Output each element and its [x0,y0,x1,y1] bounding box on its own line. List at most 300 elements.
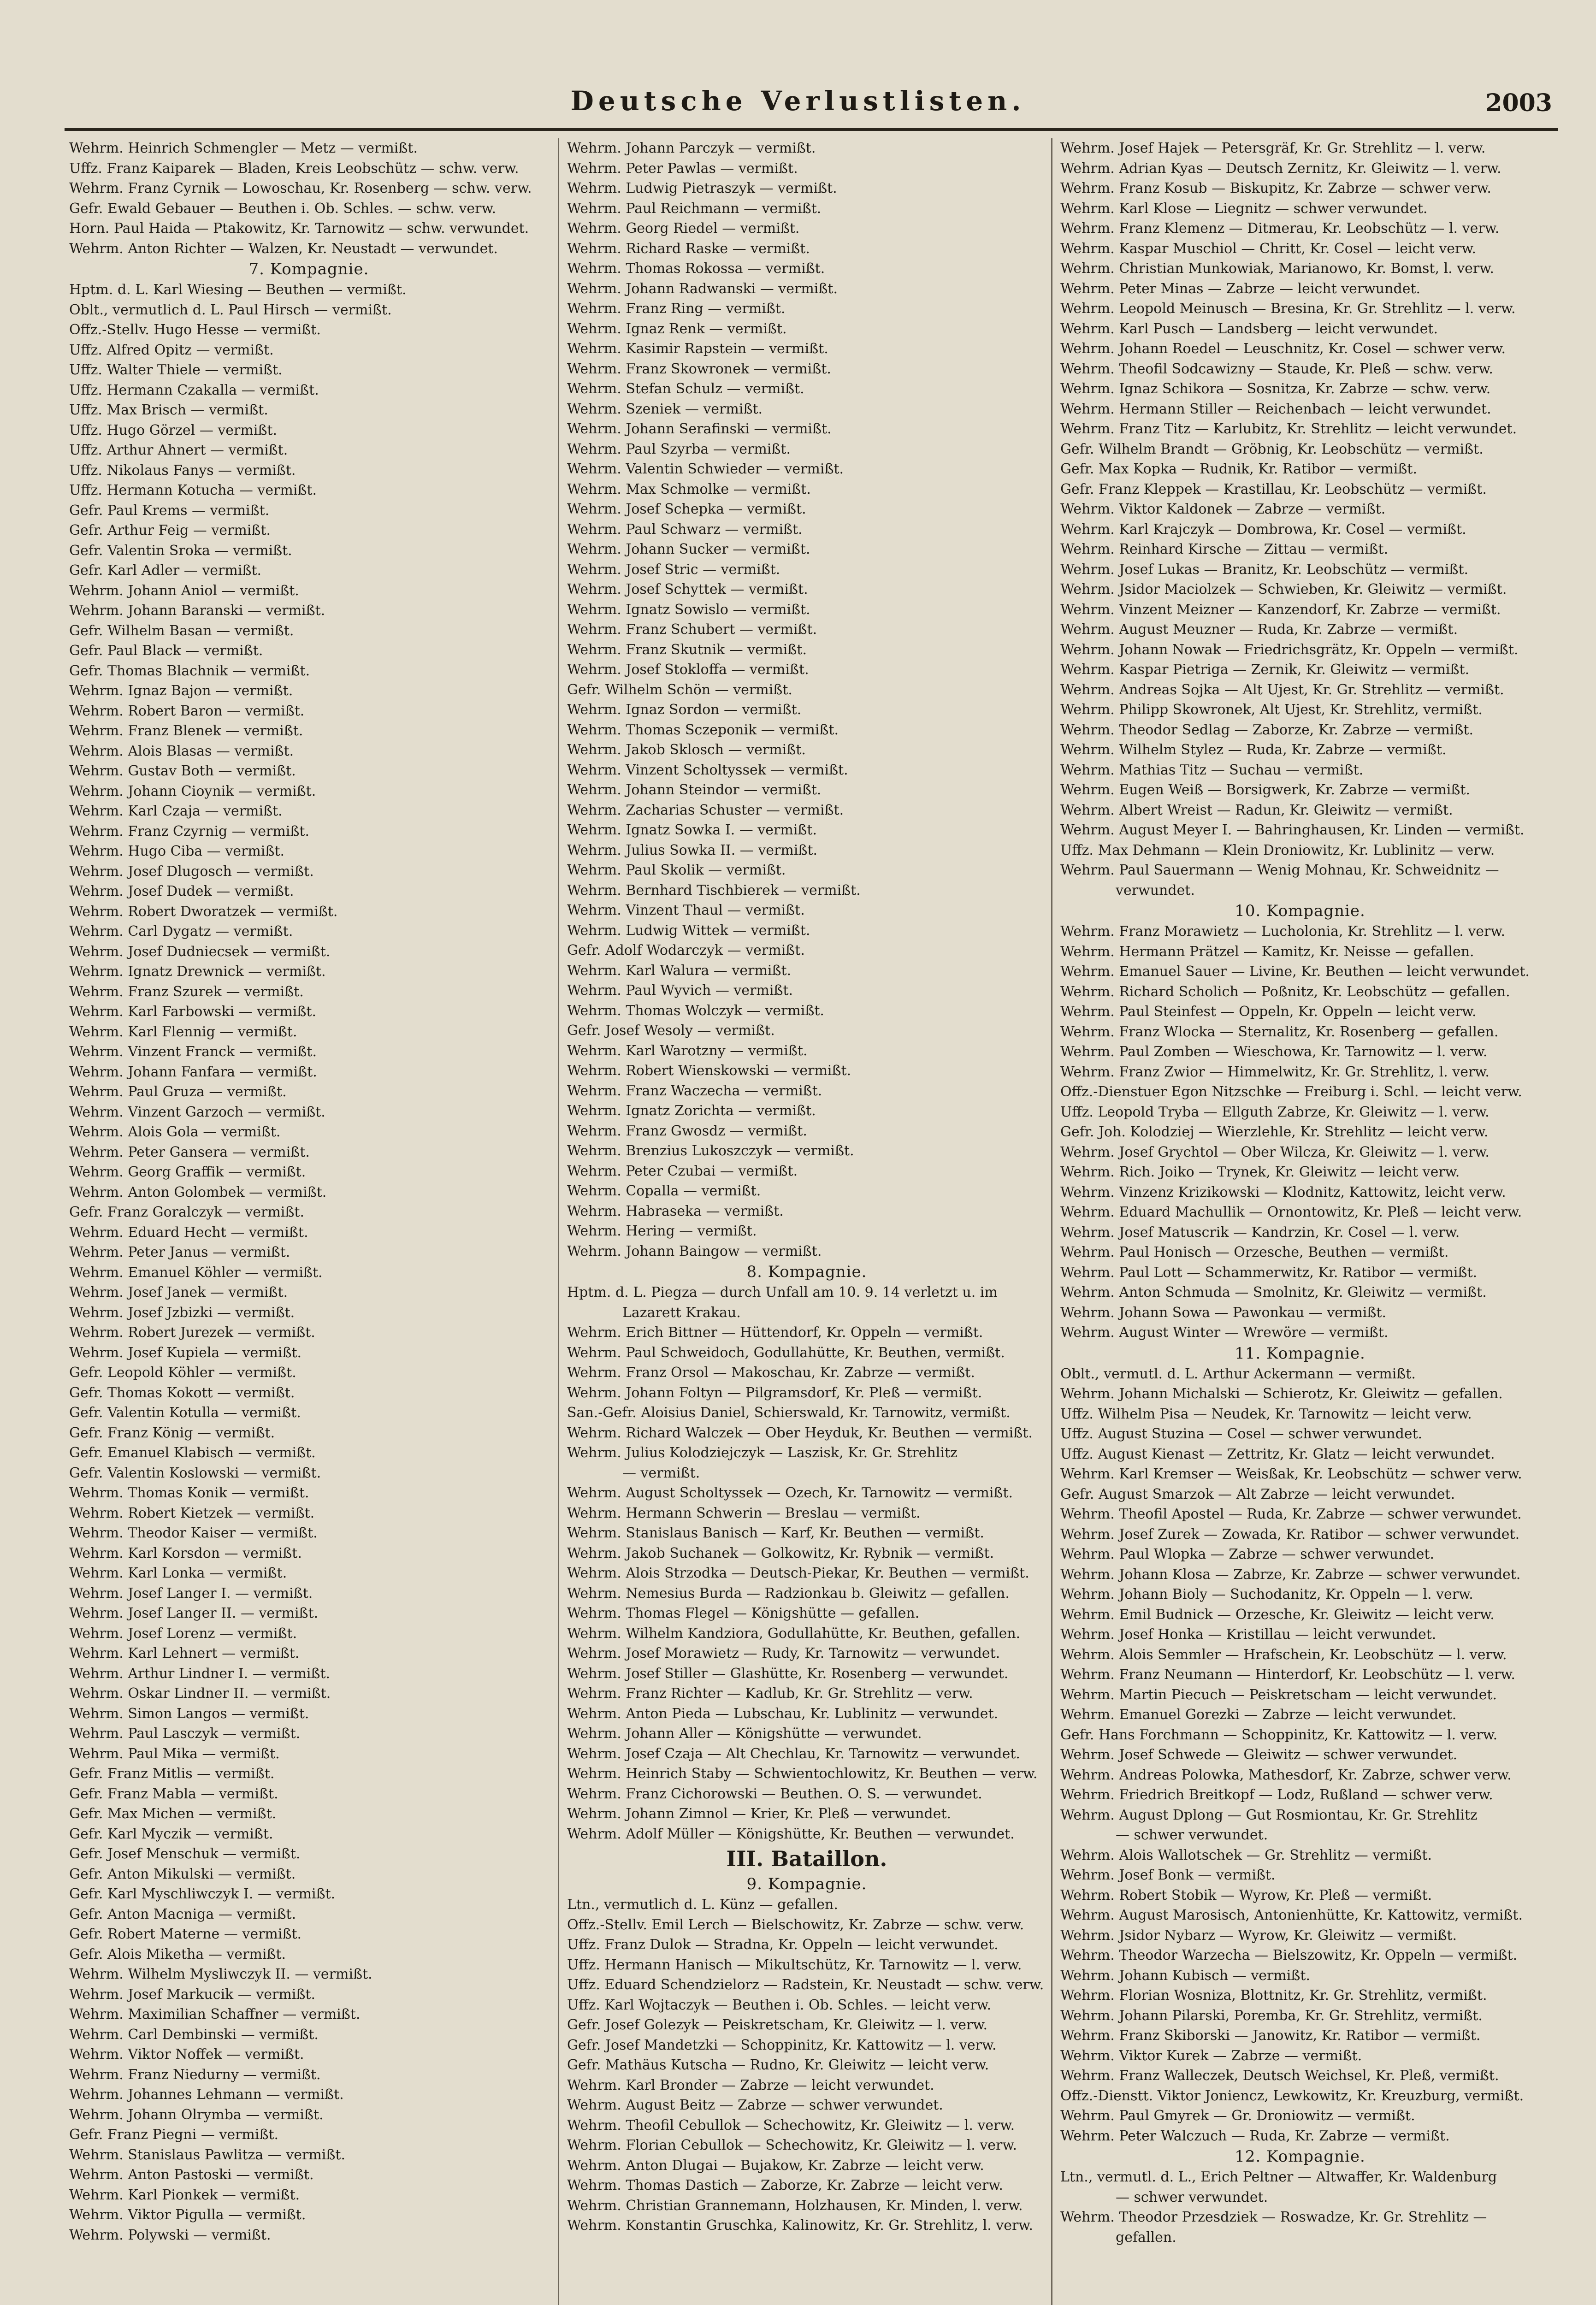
casualty-entry: Wehrm. Hermann Schwerin — Breslau — vermißt. [567,1505,921,1521]
casualty-entry: Wehrm. Rich. Joiko — Trynek, Kr. Gleiwitz — leicht verw. [1060,1164,1460,1180]
casualty-entry: Uffz. Hermann Czakalla — vermißt. [69,382,319,398]
casualty-entry: Wehrm. Erich Bittner — Hüttendorf, Kr. Oppeln — vermißt. [567,1324,983,1341]
casualty-entry: Wehrm. Karl Klose — Liegnitz — schwer verwundet. [1060,200,1428,217]
casualty-entry: Wehrm. Anton Dlugai — Bujakow, Kr. Zabrze — leicht verw. [567,2157,984,2174]
casualty-entry: Wehrm. Thomas Dastich — Zaborze, Kr. Zabrze — leicht verw. [567,2177,1003,2193]
casualty-entry: Gefr. Wilhelm Basan — vermißt. [69,622,294,639]
casualty-entry: Wehrm. Josef Honka — Kristillau — leicht verwundet. [1060,1626,1436,1643]
casualty-entry: Wehrm. Carl Dygatz — vermißt. [69,923,293,940]
casualty-entry: Hptm. d. L. Karl Wiesing — Beuthen — vermißt. [69,282,407,298]
casualty-entry: Wehrm. Andreas Polowka, Mathesdorf, Kr. Zabrze, schwer verw. [1060,1767,1512,1783]
casualty-entry: Wehrm. Josef Markucik — vermißt. [69,1986,316,2003]
casualty-entry: Gefr. Josef Wesoly — vermißt. [567,1022,775,1039]
casualty-entry: Wehrm. Karl Krajczyk — Dombrowa, Kr. Cosel — vermißt. [1060,521,1466,538]
casualty-entry: Gefr. Max Michen — vermißt. [69,1806,277,1822]
casualty-entry: Wehrm. August Meuzner — Ruda, Kr. Zabrze — vermißt. [1060,621,1458,638]
casualty-entry: Wehrm. Reinhard Kirsche — Zittau — vermißt. [1060,541,1389,557]
casualty-entry: Wehrm. Ignatz Zorichta — vermißt. [567,1103,816,1119]
casualty-entry: Wehrm. Peter Janus — vermißt. [69,1244,290,1260]
casualty-entry: Wehrm. Karl Warotzny — vermißt. [567,1042,808,1059]
casualty-entry: Wehrm. Johann Zimnol — Krier, Kr. Pleß — verwundet. [567,1806,952,1822]
casualty-entry: Wehrm. Oskar Lindner II. — vermißt. [69,1685,331,1702]
casualty-entry: Wehrm. Eugen Weiß — Borsigwerk, Kr. Zabrze — vermißt. [1060,782,1471,798]
casualty-entry: Wehrm. Jsidor Maciolzek — Schwieben, Kr. Gleiwitz — vermißt. [1060,581,1507,597]
casualty-entry: Wehrm. Leopold Meinusch — Bresina, Kr. Gr. Strehlitz — l. verw. [1060,301,1516,317]
casualty-entry: Wehrm. Paul Reichmann — vermißt. [567,200,822,217]
casualty-entry: Wehrm. Anton Pieda — Lubschau, Kr. Lublinitz — verwundet. [567,1705,999,1722]
casualty-entry: Uffz. Leopold Tryba — Ellguth Zabrze, Kr. Gleiwitz — l. verw. [1060,1104,1490,1120]
casualty-entry: Wehrm. Franz Czyrnig — vermißt. [69,823,309,839]
casualty-entry: Offz.-Stellv. Emil Lerch — Bielschowitz, Kr. Zabrze — schw. verw. [567,1916,1024,1933]
casualty-entry: Gefr. Franz Goralczyk — vermißt. [69,1204,305,1220]
casualty-entry: Wehrm. Thomas Flegel — Königshütte — gefallen. [567,1605,920,1621]
casualty-entry: Wehrm. Johann Radwanski — vermißt. [567,280,838,297]
casualty-entry: Wehrm. Hugo Ciba — vermißt. [69,843,285,859]
casualty-entry: Gefr. Emanuel Klabisch — vermißt. [69,1445,316,1461]
casualty-entry: Wehrm. Franz Schubert — vermißt. [567,621,817,638]
casualty-entry: Wehrm. Vinzent Franck — vermißt. [69,1044,317,1060]
casualty-entry: Wehrm. Paul Gmyrek — Gr. Droniowitz — vermißt. [1060,2108,1415,2124]
casualty-entry: Gefr. Paul Krems — vermißt. [69,502,270,519]
casualty-entry: Wehrm. August Meyer I. — Bahringhausen, Kr. Linden — vermißt. [1060,822,1525,838]
casualty-entry: Uffz. Max Brisch — vermißt. [69,402,268,418]
casualty-entry: Gefr. Franz Mitlis — vermißt. [69,1766,275,1782]
casualty-entry: Wehrm. Ignaz Renk — vermißt. [567,320,787,337]
casualty-entry: Wehrm. Anton Schmuda — Smolnitz, Kr. Gleiwitz — vermißt. [1060,1284,1487,1300]
casualty-entry: Wehrm. Paul Gruza — vermißt. [69,1084,287,1100]
company-heading: 11. Kompagnie. [1235,1344,1365,1363]
casualty-entry: Wehrm. Franz Klemenz — Ditmerau, Kr. Leobschütz — l. verw. [1060,220,1500,236]
company-heading: 10. Kompagnie. [1235,902,1365,920]
casualty-entry: Wehrm. Josef Dlugosch — vermißt. [69,863,314,880]
casualty-entry: Wehrm. Josef Langer II. — vermißt. [69,1605,319,1621]
casualty-entry: Offz.-Dienstuer Egon Nitzschke — Freiburg i. Schl. — leicht verw. [1060,1084,1522,1100]
casualty-entry: Wehrm. Paul Lott — Schammerwitz, Kr. Ratibor — vermißt. [1060,1264,1478,1281]
casualty-entry: Wehrm. Karl Flennig — vermißt. [69,1023,297,1040]
casualty-entry: Wehrm. Thomas Sczeponik — vermißt. [567,721,839,738]
casualty-entry: Wehrm. Franz Orsol — Makoschau, Kr. Zabrze — vermißt. [567,1365,975,1381]
casualty-entry: Wehrm. Alois Blasas — vermißt. [69,743,294,759]
casualty-entry: Wehrm. Heinrich Staby — Schwientochlowitz, Kr. Beuthen — verw. [567,1766,1038,1782]
casualty-entry: Wehrm. Ludwig Wittek — vermißt. [567,922,810,939]
casualty-entry: Gefr. Karl Myschliwczyk I. — vermißt. [69,1886,336,1902]
casualty-entry: Uffz. Franz Kaiparek — Bladen, Kreis Leobschütz — schw. verw. [69,160,519,177]
casualty-entry: Wehrm. August Winter — Wrewöre — vermißt. [1060,1324,1389,1341]
casualty-entry: Wehrm. Josef Schwede — Gleiwitz — schwer verwundet. [1060,1747,1458,1763]
casualty-entry: Wehrm. Josef Schyttek — vermißt. [567,581,808,597]
casualty-entry: Wehrm. Gustav Both — vermißt. [69,763,296,779]
casualty-entry: Wehrm. Franz Skutnik — vermißt. [567,641,807,658]
casualty-entry: Wehrm. Jsidor Nybarz — Wyrow, Kr. Gleiwitz — vermißt. [1060,1927,1457,1944]
casualty-entry: Wehrm. Johann Foltyn — Pilgramsdorf, Kr. Pleß — vermißt. [567,1384,982,1401]
casualty-entry: Wehrm. Josef Kupiela — vermißt. [69,1344,302,1361]
casualty-entry: Wehrm. Peter Minas — Zabrze — leicht verwundet. [1060,280,1421,297]
casualty-entry-continuation: gefallen. [1116,2229,1176,2246]
casualty-entry: Wehrm. Johann Sucker — vermißt. [567,541,810,557]
casualty-entry: Wehrm. Josef Langer I. — vermißt. [69,1585,313,1602]
casualty-entry: Wehrm. Georg Riedel — vermißt. [567,220,800,236]
casualty-entry: Wehrm. Johann Serafinski — vermißt. [567,421,832,437]
casualty-entry: Wehrm. Josef Stric — vermißt. [567,561,780,578]
casualty-entry: Wehrm. Hermann Prätzel — Kamitz, Kr. Neisse — gefallen. [1060,943,1474,960]
casualty-entry: Wehrm. Johann Michalski — Schierotz, Kr. Gleiwitz — gefallen. [1060,1386,1503,1402]
casualty-entry: Wehrm. Adrian Kyas — Deutsch Zernitz, Kr. Gleiwitz — l. verw. [1060,160,1501,177]
casualty-entry: Wehrm. Martin Piecuch — Peiskretscham — leicht verwundet. [1060,1686,1497,1703]
casualty-entry: Wehrm. Florian Wosniza, Blottnitz, Kr. Gr. Strehlitz, vermißt. [1060,1987,1487,2004]
casualty-entry: Wehrm. Julius Sowka II. — vermißt. [567,842,818,858]
casualty-entry: Wehrm. Georg Graffik — vermißt. [69,1164,306,1180]
casualty-entry: Wehrm. Theodor Sedlag — Zaborze, Kr. Zabrze — vermißt. [1060,721,1474,738]
casualty-entry: Uffz. Hermann Kotucha — vermißt. [69,482,317,498]
casualty-entry: Wehrm. Albert Wreist — Radun, Kr. Gleiwitz — vermißt. [1060,802,1453,818]
casualty-entry: Wehrm. Paul Skolik — vermißt. [567,862,786,878]
casualty-entry: Wehrm. Franz Morawietz — Lucholonia, Kr. Strehlitz — l. verw. [1060,923,1505,940]
casualty-entry: Wehrm. Konstantin Gruschka, Kalinowitz, Kr. Gr. Strehlitz, l. verw. [567,2217,1033,2234]
casualty-entry: Wehrm. Emanuel Sauer — Livine, Kr. Beuthen — leicht verwundet. [1060,963,1530,980]
casualty-entry: Wehrm. Anton Pastoski — vermißt. [69,2167,314,2183]
casualty-entry: Gefr. Franz Kleppek — Krastillau, Kr. Leobschütz — vermißt. [1060,481,1487,497]
casualty-entry: Wehrm. Florian Cebullok — Schechowitz, Kr. Gleiwitz — l. verw. [567,2137,1017,2153]
casualty-entry: Wehrm. Franz Richter — Kadlub, Kr. Gr. Strehlitz — verw. [567,1685,973,1702]
casualty-entry: Wehrm. Josef Lorenz — vermißt. [69,1625,297,1642]
casualty-entry: Wehrm. Ignaz Bajon — vermißt. [69,683,293,699]
casualty-entry: Wehrm. Bernhard Tischbierek — vermißt. [567,882,861,898]
casualty-entry: Wehrm. Franz Kosub — Biskupitz, Kr. Zabrze — schwer verw. [1060,180,1491,196]
casualty-entry: Wehrm. Habraseka — vermißt. [567,1203,784,1219]
casualty-entry: Uffz. Alfred Opitz — vermißt. [69,342,274,358]
casualty-entry: Wehrm. Karl Bronder — Zabrze — leicht verwundet. [567,2077,934,2093]
casualty-entry: Gefr. Franz Mabla — vermißt. [69,1785,278,1802]
casualty-entry: Gefr. Robert Materne — vermißt. [69,1926,302,1942]
casualty-entry: Wehrm. Robert Wienskowski — vermißt. [567,1063,851,1079]
casualty-entry: Wehrm. Franz Szurek — vermißt. [69,983,304,1000]
casualty-entry: Wehrm. Julius Kolodziejczyk — Laszisk, Kr. Gr. Strehlitz [567,1445,958,1461]
casualty-entry: Wehrm. Jakob Sklosch — vermißt. [567,742,806,758]
casualty-entry: Wehrm. Paul Zomben — Wieschowa, Kr. Tarnowitz — l. verw. [1060,1044,1488,1060]
casualty-entry: Wehrm. Johann Baingow — vermißt. [567,1243,822,1259]
casualty-entry: Wehrm. August Marosisch, Antonienhütte, Kr. Kattowitz, vermißt. [1060,1907,1523,1923]
casualty-entry: Wehrm. Franz Waczecha — vermißt. [567,1082,822,1099]
casualty-entry: Wehrm. Robert Stobik — Wyrow, Kr. Pleß — vermißt. [1060,1887,1432,1903]
casualty-entry: Wehrm. Johann Steindor — vermißt. [567,782,822,798]
casualty-entry: Wehrm. Mathias Titz — Suchau — vermißt. [1060,762,1364,778]
casualty-entry: Wehrm. Franz Zwior — Himmelwitz, Kr. Gr. Strehlitz, l. verw. [1060,1064,1490,1080]
casualty-entry: Wehrm. Theodor Przesdziek — Roswadze, Kr. Gr. Strehlitz — [1060,2209,1487,2225]
casualty-entry: Wehrm. Brenzius Lukoszczyk — vermißt. [567,1143,854,1159]
casualty-entry: Wehrm. Josef Janek — vermißt. [69,1284,288,1300]
casualty-entry: Wehrm. Ignaz Sordon — vermißt. [567,702,802,718]
casualty-entry: Wehrm. Johann Sowa — Pawonkau — vermißt. [1060,1304,1387,1321]
casualty-entry: Wehrm. Karl Walura — vermißt. [567,962,792,979]
casualty-entry: Oblt., vermutlich d. L. Paul Hirsch — vermißt. [69,301,392,318]
casualty-entry: Wehrm. Theofil Apostel — Ruda, Kr. Zabrze — schwer verwundet. [1060,1506,1522,1522]
casualty-entry: Wehrm. Johann Aniol — vermißt. [69,582,299,599]
casualty-entry: Gefr. Paul Black — vermißt. [69,643,263,659]
casualty-entry: Wehrm. Josef Matuscrik — Kandrzin, Kr. Cosel — l. verw. [1060,1224,1460,1241]
casualty-entry: Wehrm. Wilhelm Mysliwczyk II. — vermißt. [69,1966,372,1982]
casualty-entry: Wehrm. Kaspar Pietriga — Zernik, Kr. Gleiwitz — vermißt. [1060,662,1470,678]
casualty-entry: Gefr. Valentin Koslowski — vermißt. [69,1465,321,1481]
casualty-entry: Wehrm. Paul Steinfest — Oppeln, Kr. Oppeln — leicht verw. [1060,1004,1477,1020]
header-rule [65,128,1558,131]
casualty-entry: Gefr. Karl Adler — vermißt. [69,562,262,579]
casualty-entry: Gefr. Hans Forchmann — Schoppinitz, Kr. Kattowitz — l. verw. [1060,1726,1498,1743]
casualty-entry: Gefr. Anton Mikulski — vermißt. [69,1866,296,1882]
casualty-entry: Wehrm. Emanuel Köhler — vermißt. [69,1264,323,1281]
casualty-entry: Wehrm. Theofil Sodcawizny — Staude, Kr. Pleß — schw. verw. [1060,361,1493,377]
casualty-entry: Uffz. August Stuzina — Cosel — schwer verwundet. [1060,1426,1423,1442]
casualty-entry: Wehrm. Robert Kietzek — vermißt. [69,1505,315,1521]
casualty-entry: Wehrm. Johannes Lehmann — vermißt. [69,2086,344,2103]
casualty-entry: Gefr. Max Kopka — Rudnik, Kr. Ratibor — vermißt. [1060,461,1418,477]
casualty-entry: Wehrm. Szeniek — vermißt. [567,401,763,417]
casualty-entry: Wehrm. Hering — vermißt. [567,1223,757,1239]
casualty-entry: Wehrm. Franz Walleczek, Deutsch Weichsel, Kr. Pleß, vermißt. [1060,2068,1499,2084]
casualty-entry: Wehrm. Vinzent Garzoch — vermißt. [69,1104,325,1120]
casualty-entry: Wehrm. Vinzent Thaul — vermißt. [567,902,805,918]
casualty-entry: Oblt., vermutl. d. L. Arthur Ackermann — vermißt. [1060,1365,1416,1382]
casualty-entry: Uffz. Walter Thiele — vermißt. [69,362,283,378]
casualty-entry: Wehrm. Viktor Kurek — Zabrze — vermißt. [1060,2047,1362,2064]
casualty-entry: Wehrm. Eduard Machullik — Ornontowitz, Kr. Pleß — leicht verw. [1060,1204,1522,1220]
casualty-entry: Wehrm. Josef Grychtol — Ober Wilcza, Kr. Gleiwitz — l. verw. [1060,1144,1490,1160]
casualty-entry: Offz.-Dienstt. Viktor Joniencz, Lewkowitz, Kr. Kreuzburg, vermißt. [1060,2087,1524,2104]
casualty-entry: Wehrm. Eduard Hecht — vermißt. [69,1224,308,1241]
casualty-entry-continuation: Lazarett Krakau. [622,1304,741,1321]
casualty-entry: Wehrm. Karl Kremser — Weisßak, Kr. Leobschütz — schwer verw. [1060,1466,1522,1482]
casualty-entry: Wehrm. Stanislaus Banisch — Karf, Kr. Beuthen — vermißt. [567,1525,984,1541]
casualty-entry: Wehrm. Josef Stokloffa — vermißt. [567,662,809,678]
casualty-entry: Wehrm. Max Schmolke — vermißt. [567,481,811,497]
casualty-entry: Horn. Paul Haida — Ptakowitz, Kr. Tarnowitz — schw. verwundet. [69,220,529,236]
casualty-entry: Gefr. Thomas Kokott — vermißt. [69,1384,295,1401]
casualty-entry: Gefr. Anton Macniga — vermißt. [69,1906,296,1922]
text-column-1 [69,138,549,2305]
column-divider [1051,138,1052,2305]
casualty-entry: Wehrm. Josef Zurek — Zowada, Kr. Ratibor — schwer verwundet. [1060,1526,1520,1543]
casualty-entry: Wehrm. Franz Gwosdz — vermißt. [567,1123,807,1139]
casualty-entry: Wehrm. Kasimir Rapstein — vermißt. [567,341,828,357]
casualty-entry: Wehrm. Johann Pilarski, Poremba, Kr. Gr. Strehlitz, vermißt. [1060,2007,1483,2024]
casualty-entry: Wehrm. Franz Niedurny — vermißt. [69,2066,321,2083]
casualty-entry: Wehrm. Johann Baranski — vermißt. [69,603,325,619]
casualty-entry: Wehrm. Christian Munkowiak, Marianowo, Kr. Bomst, l. verw. [1060,260,1494,277]
text-column-2 [567,138,1046,2305]
casualty-entry: Gefr. Mathäus Kutscha — Rudno, Kr. Gleiwitz — leicht verw. [567,2057,989,2073]
casualty-entry: Wehrm. Paul Wlopka — Zabrze — schwer verwundet. [1060,1546,1434,1562]
casualty-entry: Wehrm. Franz Cyrnik — Lowoschau, Kr. Rosenberg — schw. verw. [69,180,532,196]
casualty-entry: Uffz. Wilhelm Pisa — Neudek, Kr. Tarnowitz — leicht verw. [1060,1406,1472,1422]
casualty-entry: Wehrm. Franz Wlocka — Sternalitz, Kr. Rosenberg — gefallen. [1060,1023,1499,1040]
casualty-entry: Wehrm. Friedrich Breitkopf — Lodz, Rußland — schwer verw. [1060,1787,1493,1803]
casualty-entry: Wehrm. Jakob Suchanek — Golkowitz, Kr. Rybnik — vermißt. [567,1545,994,1561]
casualty-entry-continuation: — schwer verwundet. [1116,2189,1268,2205]
casualty-entry: Wehrm. Josef Dudek — vermißt. [69,883,294,899]
company-heading: 12. Kompagnie. [1235,2147,1365,2166]
casualty-entry: Wehrm. Peter Walczuch — Ruda, Kr. Zabrze — vermißt. [1060,2128,1450,2144]
casualty-entry: Wehrm. Ignatz Sowka I. — vermißt. [567,822,817,838]
casualty-entry: Wehrm. Theodor Kaiser — vermißt. [69,1525,318,1541]
casualty-entry: Wehrm. Adolf Müller — Königshütte, Kr. Beuthen — verwundet. [567,1826,1015,1842]
casualty-entry: Wehrm. Franz Skiborski — Janowitz, Kr. Ratibor — vermißt. [1060,2027,1481,2044]
casualty-entry: Wehrm. Karl Korsdon — vermißt. [69,1545,302,1561]
company-heading: 8. Kompagnie. [746,1263,867,1281]
casualty-entry: Wehrm. Philipp Skowronek, Alt Ujest, Kr. Strehlitz, vermißt. [1060,702,1483,718]
casualty-entry: Wehrm. Karl Lehnert — vermißt. [69,1645,300,1661]
casualty-entry-continuation: verwundet. [1116,882,1195,898]
casualty-entry: Gefr. Leopold Köhler — vermißt. [69,1365,296,1381]
casualty-entry: Wehrm. Paul Lasczyk — vermißt. [69,1726,301,1742]
casualty-entry: Wehrm. Copalla — vermißt. [567,1183,761,1199]
casualty-entry: Wehrm. Alois Strzodka — Deutsch-Piekar, Kr. Beuthen — vermißt. [567,1565,1029,1581]
casualty-entry: Gefr. Ewald Gebauer — Beuthen i. Ob. Schles. — schw. verw. [69,200,497,217]
casualty-entry: Gefr. Wilhelm Brandt — Gröbnig, Kr. Leobschütz — vermißt. [1060,441,1484,457]
casualty-entry: Wehrm. Josef Schepka — vermißt. [567,501,806,517]
casualty-entry: Uffz. Nikolaus Fanys — vermißt. [69,462,296,479]
casualty-entry: Gefr. Josef Mandetzki — Schoppinitz, Kr. Kattowitz — l. verw. [567,2037,997,2053]
casualty-entry: Wehrm. Paul Wyvich — vermißt. [567,982,793,999]
casualty-entry: Wehrm. Ludwig Pietraszyk — vermißt. [567,180,837,196]
casualty-entry: Wehrm. Franz Titz — Karlubitz, Kr. Strehlitz — leicht verwundet. [1060,421,1517,437]
casualty-entry: Wehrm. Wilhelm Stylez — Ruda, Kr. Zabrze — vermißt. [1060,742,1447,758]
casualty-entry: Wehrm. Karl Pionkek — vermißt. [69,2187,300,2203]
casualty-entry: Gefr. Valentin Sroka — vermißt. [69,542,292,559]
casualty-entry: Wehrm. Robert Jurezek — vermißt. [69,1324,315,1341]
casualty-entry: Wehrm. Carl Dembinski — vermißt. [69,2026,319,2043]
casualty-entry: Wehrm. Josef Jzbizki — vermißt. [69,1304,295,1321]
casualty-entry: Wehrm. Heinrich Schmengler — Metz — vermißt. [69,140,418,156]
company-heading: 9. Kompagnie. [746,1875,867,1893]
casualty-entry: Gefr. Arthur Feig — vermißt. [69,522,271,538]
casualty-entry: Wehrm. Johann Fanfara — vermißt. [69,1064,317,1080]
casualty-entry: Wehrm. Stefan Schulz — vermißt. [567,381,804,397]
casualty-entry: Wehrm. Paul Mika — vermißt. [69,1745,280,1762]
casualty-entry: Wehrm. Ignatz Drewnick — vermißt. [69,963,326,980]
casualty-entry: Wehrm. Franz Ring — vermißt. [567,301,786,317]
casualty-entry: Wehrm. Andreas Sojka — Alt Ujest, Kr. Gr. Strehlitz — vermißt. [1060,681,1504,698]
casualty-entry: Wehrm. Johann Bioly — Suchodanitz, Kr. Oppeln — l. verw. [1060,1586,1473,1602]
casualty-entry: Wehrm. Karl Pusch — Landsberg — leicht verwundet. [1060,320,1438,337]
casualty-entry: Wehrm. Vinzent Scholtyssek — vermißt. [567,762,848,778]
casualty-entry: Uffz. Franz Dulok — Stradna, Kr. Oppeln — leicht verwundet. [567,1937,999,1953]
casualty-entry: Wehrm. Viktor Pigulla — vermißt. [69,2207,306,2223]
casualty-entry: Wehrm. Johann Olrymba — vermißt. [69,2106,324,2123]
casualty-entry: Wehrm. Peter Pawlas — vermißt. [567,160,798,177]
casualty-entry: Wehrm. Theodor Warzecha — Bielszowitz, Kr. Oppeln — vermißt. [1060,1947,1518,1963]
casualty-entry: Uffz. Hermann Hanisch — Mikultschütz, Kr. Tarnowitz — l. verw. [567,1956,1022,1973]
casualty-entry: Wehrm. Kaspar Muschiol — Chritt, Kr. Cosel — leicht verw. [1060,240,1476,257]
casualty-entry: Wehrm. Christian Grannemann, Holzhausen, Kr. Minden, l. verw. [567,2197,1023,2214]
casualty-entry: Wehrm. Paul Schweidoch, Godullahütte, Kr. Beuthen, vermißt. [567,1344,1005,1361]
casualty-entry: Wehrm. Josef Stiller — Glashütte, Kr. Rosenberg — verwundet. [567,1665,1009,1682]
casualty-entry: Wehrm. Ignaz Schikora — Sosnitza, Kr. Zabrze — schw. verw. [1060,381,1491,397]
casualty-entry: Wehrm. Josef Hajek — Petersgräf, Kr. Gr. Strehlitz — l. verw. [1060,140,1486,156]
casualty-entry: Gefr. August Smarzok — Alt Zabrze — leicht verwundet. [1060,1486,1455,1502]
casualty-entry: Wehrm. Robert Baron — vermißt. [69,703,305,719]
casualty-entry: Wehrm. Richard Walczek — Ober Heyduk, Kr. Beuthen — vermißt. [567,1424,1033,1441]
casualty-entry: Wehrm. Alois Semmler — Hrafschein, Kr. Leobschütz — l. verw. [1060,1646,1507,1663]
casualty-entry: Offz.-Stellv. Hugo Hesse — vermißt. [69,322,321,338]
casualty-entry: Uffz. Karl Wojtaczyk — Beuthen i. Ob. Schles. — leicht verw. [567,1997,992,2013]
casualty-entry: Wehrm. Alois Gola — vermißt. [69,1124,281,1140]
casualty-entry: Wehrm. Vinzenz Krizikowski — Klodnitz, Kattowitz, leicht verw. [1060,1184,1506,1200]
casualty-entry: Uffz. August Kienast — Zettritz, Kr. Glatz — leicht verwundet. [1060,1446,1495,1462]
casualty-entry: Uffz. Max Dehmann — Klein Droniowitz, Kr. Lublinitz — verw. [1060,842,1495,858]
casualty-entry: Wehrm. August Beitz — Zabrze — schwer verwundet. [567,2097,943,2113]
casualty-entry: Gefr. Alois Miketha — vermißt. [69,1946,286,1962]
page-title: Deutsche Verlustlisten. [570,85,1026,117]
casualty-entry: Gefr. Adolf Wodarczyk — vermißt. [567,942,805,958]
casualty-entry: Wehrm. Viktor Noffek — vermißt. [69,2046,304,2063]
casualty-entry: Wehrm. Peter Gansera — vermißt. [69,1144,310,1160]
casualty-entry: Wehrm. Josef Dudniecsek — vermißt. [69,943,331,960]
casualty-entry: Wehrm. Vinzent Meizner — Kanzendorf, Kr. Zabrze — vermißt. [1060,601,1501,618]
casualty-entry: Gefr. Thomas Blachnik — vermißt. [69,662,310,679]
casualty-entry: Gefr. Karl Myczik — vermißt. [69,1826,273,1842]
casualty-entry: Wehrm. Richard Scholich — Poßnitz, Kr. Leobschütz — gefallen. [1060,983,1510,1000]
casualty-entry: Wehrm. Paul Honisch — Orzesche, Beuthen — vermißt. [1060,1244,1449,1260]
casualty-entry: Gefr. Franz Piegni — vermißt. [69,2127,279,2143]
casualty-entry: Wehrm. Peter Czubai — vermißt. [567,1163,798,1179]
casualty-entry: Wehrm. Hermann Stiller — Reichenbach — leicht verwundet. [1060,401,1491,417]
casualty-entry: Wehrm. Franz Blenek — vermißt. [69,723,303,739]
casualty-entry: Wehrm. Zacharias Schuster — vermißt. [567,802,844,818]
casualty-entry: Wehrm. Josef Czaja — Alt Chechlau, Kr. Tarnowitz — verwundet. [567,1745,1020,1762]
casualty-entry: Wehrm. Viktor Kaldonek — Zabrze — vermißt. [1060,501,1386,517]
casualty-entry: Wehrm. Simon Langos — vermißt. [69,1705,309,1722]
casualty-entry: Wehrm. Josef Bonk — vermißt. [1060,1867,1276,1883]
casualty-entry: Wehrm. Karl Lonka — vermißt. [69,1565,287,1581]
casualty-entry: Wehrm. Valentin Schwieder — vermißt. [567,461,844,477]
casualty-entry: Gefr. Valentin Kotulla — vermißt. [69,1405,301,1421]
casualty-entry: Gefr. Josef Golezyk — Peiskretscham, Kr. Gleiwitz — l. verw. [567,2017,988,2033]
casualty-entry: Wehrm. Richard Raske — vermißt. [567,240,810,257]
casualty-entry: Gefr. Franz König — vermißt. [69,1424,275,1441]
casualty-entry: Wehrm. Anton Golombek — vermißt. [69,1184,327,1200]
casualty-entry: Wehrm. Franz Neumann — Hinterdorf, Kr. Leobschütz — l. verw. [1060,1667,1515,1683]
text-column-3 [1060,138,1540,2305]
casualty-entry: Uffz. Hugo Görzel — vermißt. [69,422,278,438]
casualty-entry: Wehrm. Anton Richter — Walzen, Kr. Neustadt — verwundet. [69,240,498,257]
casualty-entry: Wehrm. Johann Cioynik — vermißt. [69,783,316,799]
casualty-entry: Wehrm. Franz Cichorowski — Beuthen. O. S. — verwundet. [567,1785,982,1802]
casualty-entry-continuation: — schwer verwundet. [1116,1827,1268,1843]
casualty-entry: Wehrm. Paul Schwarz — vermißt. [567,521,803,538]
casualty-entry: Wehrm. Thomas Wolczyk — vermißt. [567,1002,824,1019]
casualty-entry: Wehrm. Thomas Konik — vermißt. [69,1485,309,1501]
page-number: 2003 [1485,89,1552,117]
casualty-entry: Gefr. Joh. Kolodziej — Wierzlehle, Kr. Strehlitz — leicht verw. [1060,1124,1489,1140]
casualty-entry: Wehrm. Paul Szyrba — vermißt. [567,441,791,457]
casualty-entry: Wehrm. Johann Roedel — Leuschnitz, Kr. Cosel — schwer verw. [1060,341,1506,357]
casualty-entry: Wehrm. Paul Sauermann — Wenig Mohnau, Kr. Schweidnitz — [1060,862,1499,878]
casualty-entry-continuation: — vermißt. [622,1465,700,1481]
casualty-entry: Wehrm. Johann Parczyk — vermißt. [567,140,816,156]
casualty-entry: Wehrm. Karl Farbowski — vermißt. [69,1004,317,1020]
casualty-entry: Uffz. Eduard Schendzielorz — Radstein, Kr. Neustadt — schw. verw. [567,1977,1044,1993]
casualty-entry: Wehrm. Karl Czaja — vermißt. [69,803,283,819]
company-heading: 7. Kompagnie. [248,260,369,278]
casualty-entry: Wehrm. Johann Nowak — Friedrichsgrätz, Kr. Oppeln — vermißt. [1060,641,1519,658]
column-divider [558,138,559,2305]
casualty-entry: Wehrm. Ignatz Sowislo — vermißt. [567,601,810,618]
casualty-entry: Wehrm. Stanislaus Pawlitza — vermißt. [69,2146,345,2163]
casualty-entry: Wehrm. Emanuel Gorezki — Zabrze — leicht verwundet. [1060,1707,1457,1723]
casualty-entry: San.-Gefr. Aloisius Daniel, Schierswald, Kr. Tarnowitz, vermißt. [567,1405,1011,1421]
casualty-entry: Gefr. Wilhelm Schön — vermißt. [567,681,792,698]
casualty-entry: Uffz. Arthur Ahnert — vermißt. [69,442,288,458]
casualty-entry: Wehrm. Wilhelm Kandziora, Godullahütte, Kr. Beuthen, gefallen. [567,1625,1021,1642]
